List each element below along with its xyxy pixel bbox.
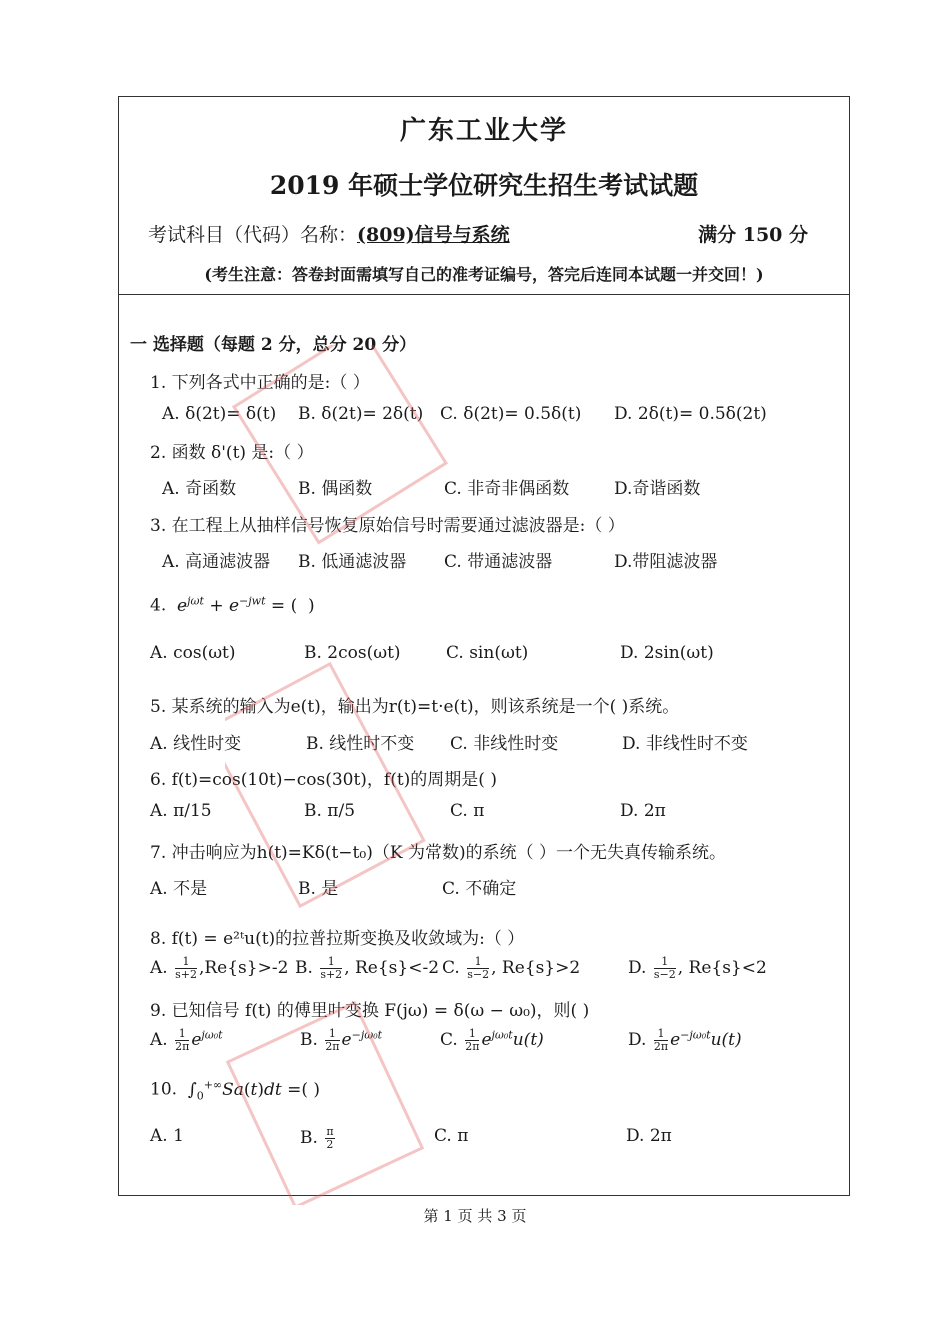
- exam-title: 2019 年硕士学位研究生招生考试试题: [269, 171, 699, 200]
- q8-option-d: D. $\frac{1}{s-2}$ , Re{s}<2: [628, 955, 767, 981]
- q1-option-a: A. δ(2t)= δ(t): [162, 404, 277, 424]
- q2-option-b: B. 偶函数: [298, 479, 373, 499]
- q3-option-a: A. 高通滤波器: [162, 552, 271, 572]
- question-3-stem: 3. 在工程上从抽样信号恢复原始信号时需要通过滤波器是:（ ）: [150, 516, 625, 536]
- q4-option-d: D. 2sin(ωt): [620, 643, 714, 663]
- q5-option-c: C. 非线性时变: [450, 734, 559, 754]
- q9-option-b: B. $\frac{1}{2\pi}$ $e^{-j\omega_0t}$: [300, 1027, 383, 1053]
- candidate-notice: (考生注意：答卷封面需填写自己的准考证编号，答完后连同本试题一并交回！): [204, 265, 764, 284]
- q4-option-b: B. 2cos(ωt): [304, 643, 401, 663]
- q8-c-fraction: $\frac{1}{s-2}$: [467, 955, 490, 981]
- section-title: 一 选择题（每题 2 分，总分 20 分）: [130, 335, 417, 355]
- q8-d-fraction: $\frac{1}{s-2}$: [653, 955, 676, 981]
- q1-option-b: B. δ(2t)= 2δ(t): [298, 404, 424, 424]
- q10-option-c: C. π: [434, 1126, 469, 1146]
- question-7-stem: 7. 冲击响应为h(t)=Kδ(t−t₀)（K 为常数)的系统（ ）一个无失真传输系统。: [150, 843, 726, 863]
- q8-a-fraction: $\frac{1}{s+2}$: [175, 955, 197, 981]
- q6-option-b: B. π/5: [304, 801, 356, 821]
- school-name: 广东工业大学: [399, 116, 568, 146]
- q6-option-c: C. π: [450, 801, 485, 821]
- subject-name: (809)信号与系统: [357, 224, 510, 246]
- question-4-stem: 4. $e^{j\omega t} + e^{-jwt}$ = ( ): [150, 594, 315, 616]
- q1-option-d: D. 2δ(t)= 0.5δ(2t): [614, 404, 767, 424]
- q9-option-c: C. $\frac{1}{2\pi}$ $e^{j\omega_0t}u(t)$: [440, 1027, 544, 1053]
- question-5-stem: 5. 某系统的输入为e(t)，输出为r(t)=t·e(t)，则该系统是一个( )系统。: [150, 697, 680, 717]
- subject-label: 考试科目（代码）名称：: [148, 224, 358, 246]
- q7-option-c: C. 不确定: [442, 879, 517, 899]
- q6-option-a: A. π/15: [150, 801, 212, 821]
- page-footer: 第 1 页 共 3 页: [423, 1207, 527, 1225]
- q6-option-d: D. 2π: [620, 801, 666, 821]
- q10-option-b: B. $\frac{\pi}{2}$: [300, 1125, 334, 1151]
- question-6-stem: 6. f(t)=cos(10t)−cos(30t)，f(t)的周期是( ): [150, 770, 497, 790]
- q2-option-c: C. 非奇非偶函数: [444, 479, 570, 499]
- question-10-stem: 10. $\int_0^{+\infty}Sa(t)dt$ =( ): [150, 1078, 321, 1103]
- q5-option-b: B. 线性时不变: [306, 734, 415, 754]
- q4-formula: $e^{j\omega t} + e^{-jwt}$ = ( ): [177, 594, 315, 616]
- question-8-stem: 8. f(t) = e²ᵗu(t)的拉普拉斯变换及收敛域为:（ ）: [150, 929, 525, 949]
- q2-option-d: D.奇谐函数: [614, 479, 701, 499]
- q4-option-c: C. sin(ωt): [446, 643, 529, 663]
- q9-option-d: D. $\frac{1}{2\pi}$ $e^{-j\omega_0t}u(t)$: [628, 1027, 742, 1053]
- q7-option-a: A. 不是: [150, 879, 208, 899]
- q10-option-a: A. 1: [150, 1126, 184, 1146]
- header-divider: [118, 294, 850, 295]
- q10-formula: $\int_0^{+\infty}Sa(t)dt$ =( ): [182, 1078, 321, 1103]
- q4-option-a: A. cos(ωt): [150, 643, 236, 663]
- full-score: 满分 150 分: [698, 224, 808, 246]
- q3-option-b: B. 低通滤波器: [298, 552, 407, 572]
- q3-option-d: D.带阻滤波器: [614, 552, 718, 572]
- question-9-stem: 9. 已知信号 f(t) 的傅里叶变换 F(jω) = δ(ω − ω₀)，则( ): [150, 1001, 590, 1021]
- q3-option-c: C. 带通滤波器: [444, 552, 553, 572]
- question-1-stem: 1. 下列各式中正确的是:（ ）: [150, 373, 370, 393]
- q8-b-fraction: $\frac{1}{s+2}$: [320, 955, 343, 981]
- subject-row: [148, 220, 808, 247]
- q8-option-a: A. $\frac{1}{s+2}$ ,Re{s}>-2: [150, 955, 289, 981]
- q5-option-a: A. 线性时变: [150, 734, 242, 754]
- q1-option-c: C. δ(2t)= 0.5δ(t): [440, 404, 582, 424]
- question-2-stem: 2. 函数 δ'(t) 是:（ ）: [150, 443, 314, 463]
- q8-option-c: C. $\frac{1}{s-2}$ , Re{s}>2: [442, 955, 581, 981]
- q10-option-d: D. 2π: [626, 1126, 672, 1146]
- q7-option-b: B. 是: [298, 879, 339, 899]
- q2-option-a: A. 奇函数: [162, 479, 237, 499]
- q5-option-d: D. 非线性时不变: [622, 734, 748, 754]
- q9-option-a: A. $\frac{1}{2\pi}$ $e^{j\omega_0t}$: [150, 1027, 223, 1053]
- q8-option-b: B. $\frac{1}{s+2}$ , Re{s}<-2: [295, 955, 440, 981]
